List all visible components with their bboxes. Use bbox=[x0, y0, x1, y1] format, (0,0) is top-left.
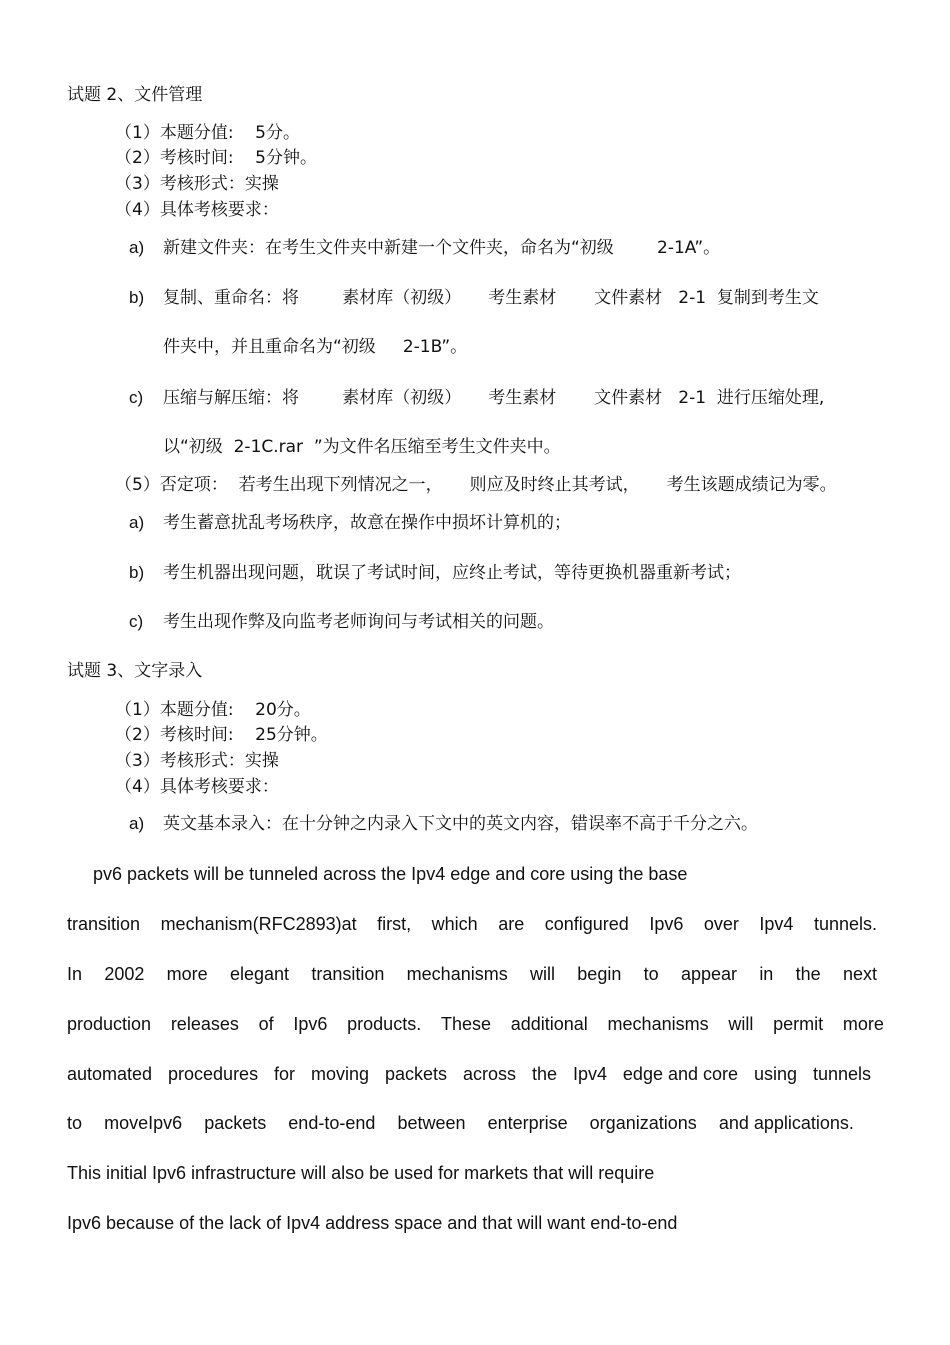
word: end-to-end bbox=[288, 1113, 376, 1133]
word: will bbox=[728, 1014, 754, 1034]
word: appear bbox=[680, 964, 738, 984]
word: elegant bbox=[229, 964, 290, 984]
word: the bbox=[795, 964, 821, 984]
word: automated bbox=[67, 1064, 153, 1084]
word: to bbox=[643, 964, 659, 984]
word: products. bbox=[347, 1014, 422, 1034]
req-a-text: 新建文件夹：在考生文件夹中新建一个文件夹，命名为“初级 2-1A”。 bbox=[163, 238, 721, 258]
word: enterprise bbox=[487, 1113, 568, 1133]
word: transition bbox=[67, 914, 141, 934]
neg-c-text: 考生出现作弊及向监考老师询问与考试相关的问题。 bbox=[163, 612, 554, 632]
word: of bbox=[258, 1014, 274, 1034]
english-line-4 bbox=[67, 1013, 884, 1035]
section-2-item-4: （4）具体考核要求： bbox=[115, 200, 279, 220]
req-c-text-line-2: 以“初级 2-1C.rar ”为文件名压缩至考生文件夹中。 bbox=[163, 437, 561, 457]
req-b-text-line-1: 复制、重命名：将 素材库（初级） 考生素材 文件素材 2-1 复制到考生文 bbox=[163, 288, 819, 308]
word: Ipv4 bbox=[572, 1064, 607, 1084]
word: packets bbox=[204, 1113, 267, 1133]
word: moving bbox=[311, 1064, 370, 1084]
section-3-item-1: （1）本题分值: 20分。 bbox=[115, 700, 311, 720]
section-3-title: 试题 3、文字录入 bbox=[67, 661, 203, 681]
word: and applications. bbox=[718, 1113, 854, 1133]
word: using bbox=[753, 1064, 797, 1084]
word: tunnels bbox=[812, 1064, 871, 1084]
req-a-marker: a) bbox=[129, 238, 145, 257]
word: more bbox=[166, 964, 208, 984]
section-2-item-3: （3）考核形式：实操 bbox=[115, 174, 279, 194]
section-2-item-2: （2）考核时间: 5分钟。 bbox=[115, 148, 317, 168]
word: to bbox=[67, 1113, 83, 1133]
word: packets bbox=[384, 1064, 448, 1084]
word: tunnels. bbox=[813, 914, 877, 934]
word: mechanisms bbox=[607, 1014, 709, 1034]
word: Ipv6 bbox=[649, 914, 684, 934]
word: the bbox=[531, 1064, 557, 1084]
section-3-item-4: （4）具体考核要求： bbox=[115, 777, 279, 797]
word: begin bbox=[577, 964, 622, 984]
word: over bbox=[703, 914, 739, 934]
word: permit bbox=[773, 1014, 824, 1034]
word: In bbox=[67, 964, 83, 984]
english-line-2 bbox=[67, 913, 877, 935]
word: are bbox=[498, 914, 525, 934]
word: Ipv4 bbox=[759, 914, 794, 934]
english-line-8: Ipv6 because of the lack of Ipv4 address space and that will want end-to-end bbox=[67, 1213, 678, 1233]
word: releases bbox=[170, 1014, 239, 1034]
word: will bbox=[530, 964, 555, 984]
req-c-text-line-1: 压缩与解压缩：将 素材库（初级） 考生素材 文件素材 2-1 进行压缩处理, bbox=[163, 388, 825, 408]
word: organizations bbox=[589, 1113, 697, 1133]
word: mechanisms bbox=[406, 964, 508, 984]
english-line-7: This initial Ipv6 infrastructure will also be used for markets that will require bbox=[67, 1163, 655, 1183]
word: between bbox=[397, 1113, 466, 1133]
word: edge and core bbox=[622, 1064, 739, 1084]
word: Ipv6 bbox=[293, 1014, 328, 1034]
word: which bbox=[431, 914, 478, 934]
section-2-title: 试题 2、文件管理 bbox=[67, 85, 203, 105]
req-b-text-line-2: 件夹中，并且重命名为“初级 2-1B”。 bbox=[163, 337, 468, 357]
english-line-6 bbox=[67, 1112, 854, 1134]
section-3-item-2: （2）考核时间: 25分钟。 bbox=[115, 725, 328, 745]
word: moveIpv6 bbox=[104, 1113, 183, 1133]
neg-a-text: 考生蓄意扰乱考场秩序，故意在操作中损坏计算机的； bbox=[163, 513, 571, 533]
word: transition bbox=[311, 964, 385, 984]
word: in bbox=[759, 964, 774, 984]
word: configured bbox=[544, 914, 629, 934]
neg-c-marker: c) bbox=[129, 612, 144, 631]
word: 2002 bbox=[104, 964, 145, 984]
req-c-marker: c) bbox=[129, 388, 144, 407]
word: additional bbox=[510, 1014, 588, 1034]
section-2-item-1: （1）本题分值: 5分。 bbox=[115, 123, 300, 143]
english-line-1: pv6 packets will be tunneled across the Ipv4 edge and core using the base bbox=[93, 864, 688, 884]
word: procedures bbox=[168, 1064, 259, 1084]
word: across bbox=[462, 1064, 516, 1084]
word: mechanism(RFC2893)at bbox=[160, 914, 357, 934]
req-b-marker: b) bbox=[129, 288, 145, 307]
neg-b-text: 考生机器出现问题，耽误了考试时间，应终止考试，等待更换机器重新考试； bbox=[163, 563, 741, 583]
english-line-3 bbox=[67, 963, 877, 985]
neg-b-marker: b) bbox=[129, 563, 145, 582]
english-line-5 bbox=[67, 1063, 871, 1085]
word: for bbox=[274, 1064, 296, 1084]
section-3-req-a-marker: a) bbox=[129, 814, 145, 833]
word: production bbox=[67, 1014, 152, 1034]
section-3-req-a-text: 英文基本录入：在十分钟之内录入下文中的英文内容，错误率不高于千分之六。 bbox=[163, 814, 758, 834]
word: next bbox=[842, 964, 877, 984]
word: These bbox=[440, 1014, 491, 1034]
neg-a-marker: a) bbox=[129, 513, 145, 532]
section-3-item-3: （3）考核形式：实操 bbox=[115, 751, 279, 771]
word: first, bbox=[377, 914, 412, 934]
section-2-item-5: （5）否定项： 若考生出现下列情况之一， 则应及时终止其考试， 考生该题成绩记为零。 bbox=[115, 475, 837, 495]
word: more bbox=[842, 1014, 884, 1034]
